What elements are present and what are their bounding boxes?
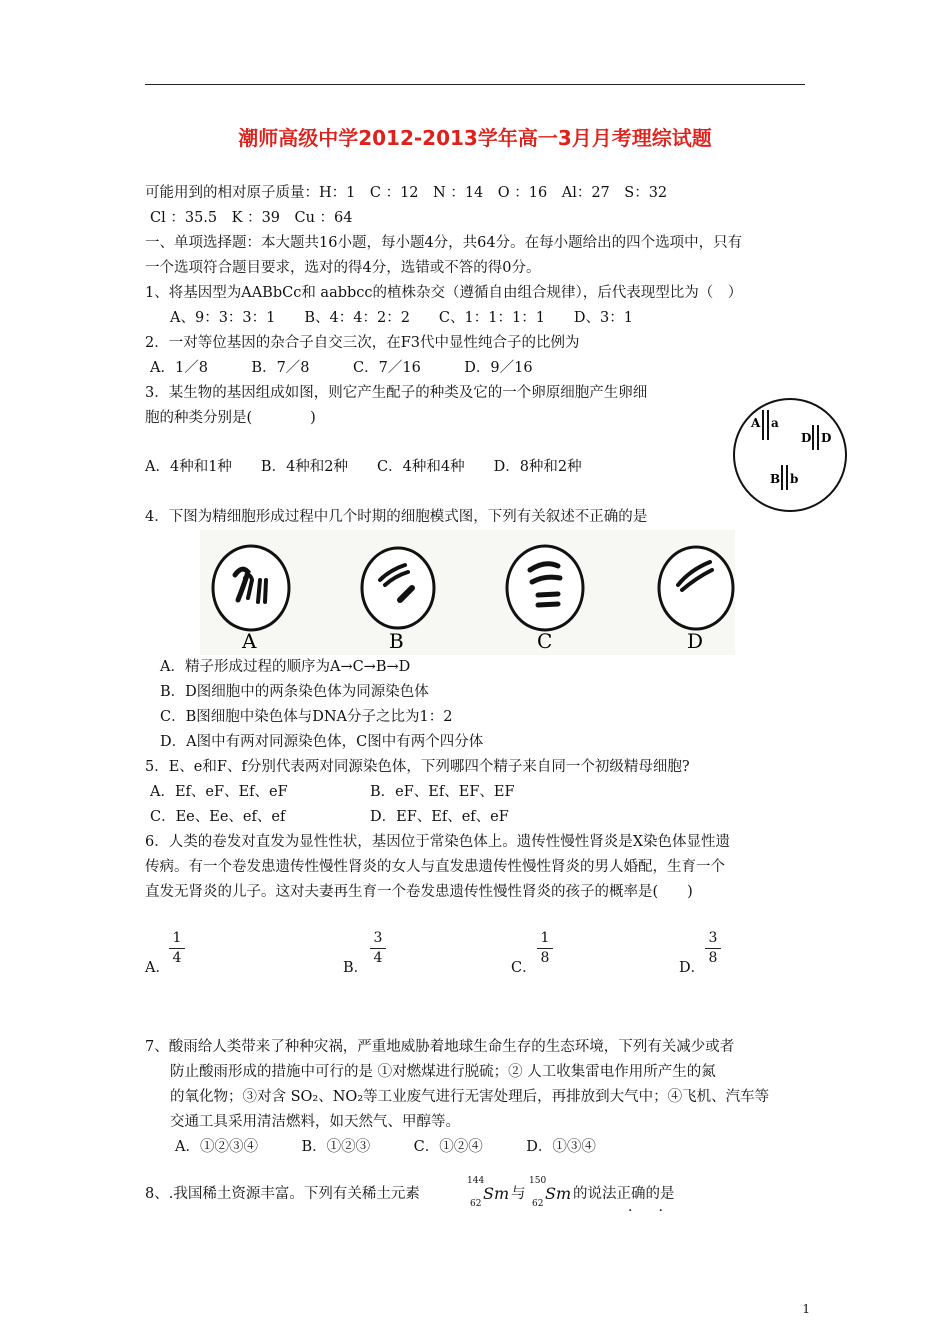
q3-stem-1: 3．某生物的基因组成如图，则它产生配子的种类及它的一个卵原细胞产生卵细 bbox=[145, 385, 648, 401]
q5-option-b: B．eF、Ef、EF、EF bbox=[370, 784, 515, 800]
q6-line-2: 传病。有一个卷发患遗传性慢性肾炎的女人与直发患遗传性慢性肾炎的男人婚配，生育一个 bbox=[145, 859, 725, 875]
q8-iso2-z: 62 bbox=[532, 1199, 544, 1209]
q1-stem: 1、将基因型为AABbCc和 aabbcc的植株杂交（遵循自由组合规律），后代表现型比为（ ） bbox=[145, 285, 743, 301]
q6-option-d-label: D． bbox=[679, 960, 706, 976]
q3-label-D-left: D bbox=[801, 431, 812, 445]
q3-cell-figure bbox=[730, 395, 850, 515]
q3-label-b: b bbox=[790, 472, 799, 486]
q6-option-c-fraction: 1 8 bbox=[535, 930, 555, 967]
q8-iso2-symbol: Sm bbox=[545, 1184, 572, 1203]
q4-stem: 4．下图为精细胞形成过程中几个时期的细胞模式图，下列有关叙述不正确的是 bbox=[145, 509, 648, 525]
page-number: 1 bbox=[802, 1302, 810, 1316]
q8-iso1-symbol: Sm bbox=[483, 1184, 510, 1203]
page-title: 潮师高级中学2012-2013学年高一3月月考理综试题 bbox=[238, 126, 712, 150]
q4-option-d: D．A图中有两对同源染色体，C图中有两个四分体 bbox=[160, 734, 484, 750]
q6-option-b-fraction: 3 4 bbox=[368, 930, 388, 967]
q6-option-c-label: C． bbox=[511, 960, 537, 976]
q4-cells-figure bbox=[200, 530, 735, 655]
q8-middle: 与 bbox=[511, 1186, 526, 1202]
atomic-mass-line-1: 可能用到的相对原子质量：H：1 C ：12 N ：14 O ：16 Al：27 S：32 bbox=[145, 185, 668, 201]
q6-option-d-fraction: 3 8 bbox=[703, 930, 723, 967]
q7-line-3: 的氧化物；③对含 SO₂、NO₂等工业废气进行无害处理后，再排放到大气中；④飞机、汽车等 bbox=[170, 1089, 770, 1105]
q4-cell-label-B: B bbox=[389, 629, 404, 653]
q5-option-a: A．Ef、eF、Ef、eF bbox=[150, 784, 288, 800]
q6-line-1: 6．人类的卷发对直发为显性性状，基因位于常染色体上。遗传性慢性肾炎是X染色体显性遗 bbox=[145, 834, 731, 850]
q4-option-c: C．B图细胞中染色体与DNA分子之比为1：2 bbox=[160, 709, 453, 725]
q5-option-d: D．EF、Ef、ef、eF bbox=[370, 809, 509, 825]
q8-iso1-z: 62 bbox=[470, 1199, 482, 1209]
q7-options: A．①②③④ B．①②③ C．①②④ D．①③④ bbox=[175, 1139, 596, 1155]
q5-option-c: C．Ee、Ee、ef、ef bbox=[150, 809, 286, 825]
q3-label-D-right: D bbox=[821, 431, 832, 445]
q7-line-1: 7、酸雨给人类带来了种种灾祸，严重地威胁着地球生命生存的生态环境，下列有关减少或者 bbox=[145, 1039, 735, 1055]
header-rule bbox=[145, 84, 805, 85]
q4-cell-label-D: D bbox=[687, 629, 704, 653]
q1-options: A、9：3：3：1 B、4：4：2：2 C、1：1：1：1 D、3：1 bbox=[170, 310, 633, 326]
q8-iso2-mass: 150 bbox=[529, 1176, 547, 1186]
q8-emphasis-dots: · · bbox=[628, 1203, 669, 1219]
q4-option-b: B．D图细胞中的两条染色体为同源染色体 bbox=[160, 684, 429, 700]
q3-stem-2: 胞的种类分别是( ) bbox=[145, 410, 316, 426]
section-instructions-1: 一、单项选择题：本大题共16小题，每小题4分，共64分。在每小题给出的四个选项中，只有 bbox=[145, 235, 743, 251]
q7-line-4: 交通工具采用清洁燃料，如天然气、甲醇等。 bbox=[170, 1114, 460, 1130]
atomic-mass-line-2: Cl ：35.5 K ：39 Cu ：64 bbox=[150, 210, 353, 226]
q4-option-a: A．精子形成过程的顺序为A→C→B→D bbox=[160, 659, 411, 675]
q8-prefix: 8、.我国稀土资源丰富。下列有关稀土元素 bbox=[145, 1186, 420, 1202]
section-instructions-2: 一个选项符合题目要求，选对的得4分，选错或不答的得0分。 bbox=[145, 260, 541, 276]
q6-line-3: 直发无肾炎的儿子。这对夫妻再生育一个卷发患遗传性慢性肾炎的孩子的概率是( ) bbox=[145, 884, 693, 900]
q3-label-B: B bbox=[770, 472, 781, 486]
q6-option-b-label: B． bbox=[343, 960, 369, 976]
q5-stem: 5．E、e和F、f分别代表两对同源染色体，下列哪四个精子来自同一个初级精母细胞? bbox=[145, 759, 690, 775]
q6-option-a-label: A． bbox=[145, 960, 170, 976]
q4-cell-label-C: C bbox=[537, 629, 553, 653]
q8-iso1-mass: 144 bbox=[467, 1176, 485, 1186]
q3-label-a: a bbox=[771, 416, 779, 430]
q7-line-2: 防止酸雨形成的措施中可行的是 ①对燃煤进行脱硫；② 人工收集雷电作用所产生的氮 bbox=[170, 1064, 716, 1080]
q6-option-a-fraction: 1 4 bbox=[167, 930, 187, 967]
q2-stem: 2．一对等位基因的杂合子自交三次，在F3代中显性纯合子的比例为 bbox=[145, 335, 580, 351]
q2-options: A．1／8 B．7／8 C．7／16 D．9／16 bbox=[150, 360, 533, 376]
q8-suffix: 的说法正确的是 bbox=[573, 1186, 675, 1202]
q3-label-A: A bbox=[751, 416, 761, 430]
q4-cell-label-A: A bbox=[242, 629, 257, 653]
q3-options: A．4种和1种 B．4种和2种 C．4种和4种 D．8种和2种 bbox=[145, 459, 582, 475]
